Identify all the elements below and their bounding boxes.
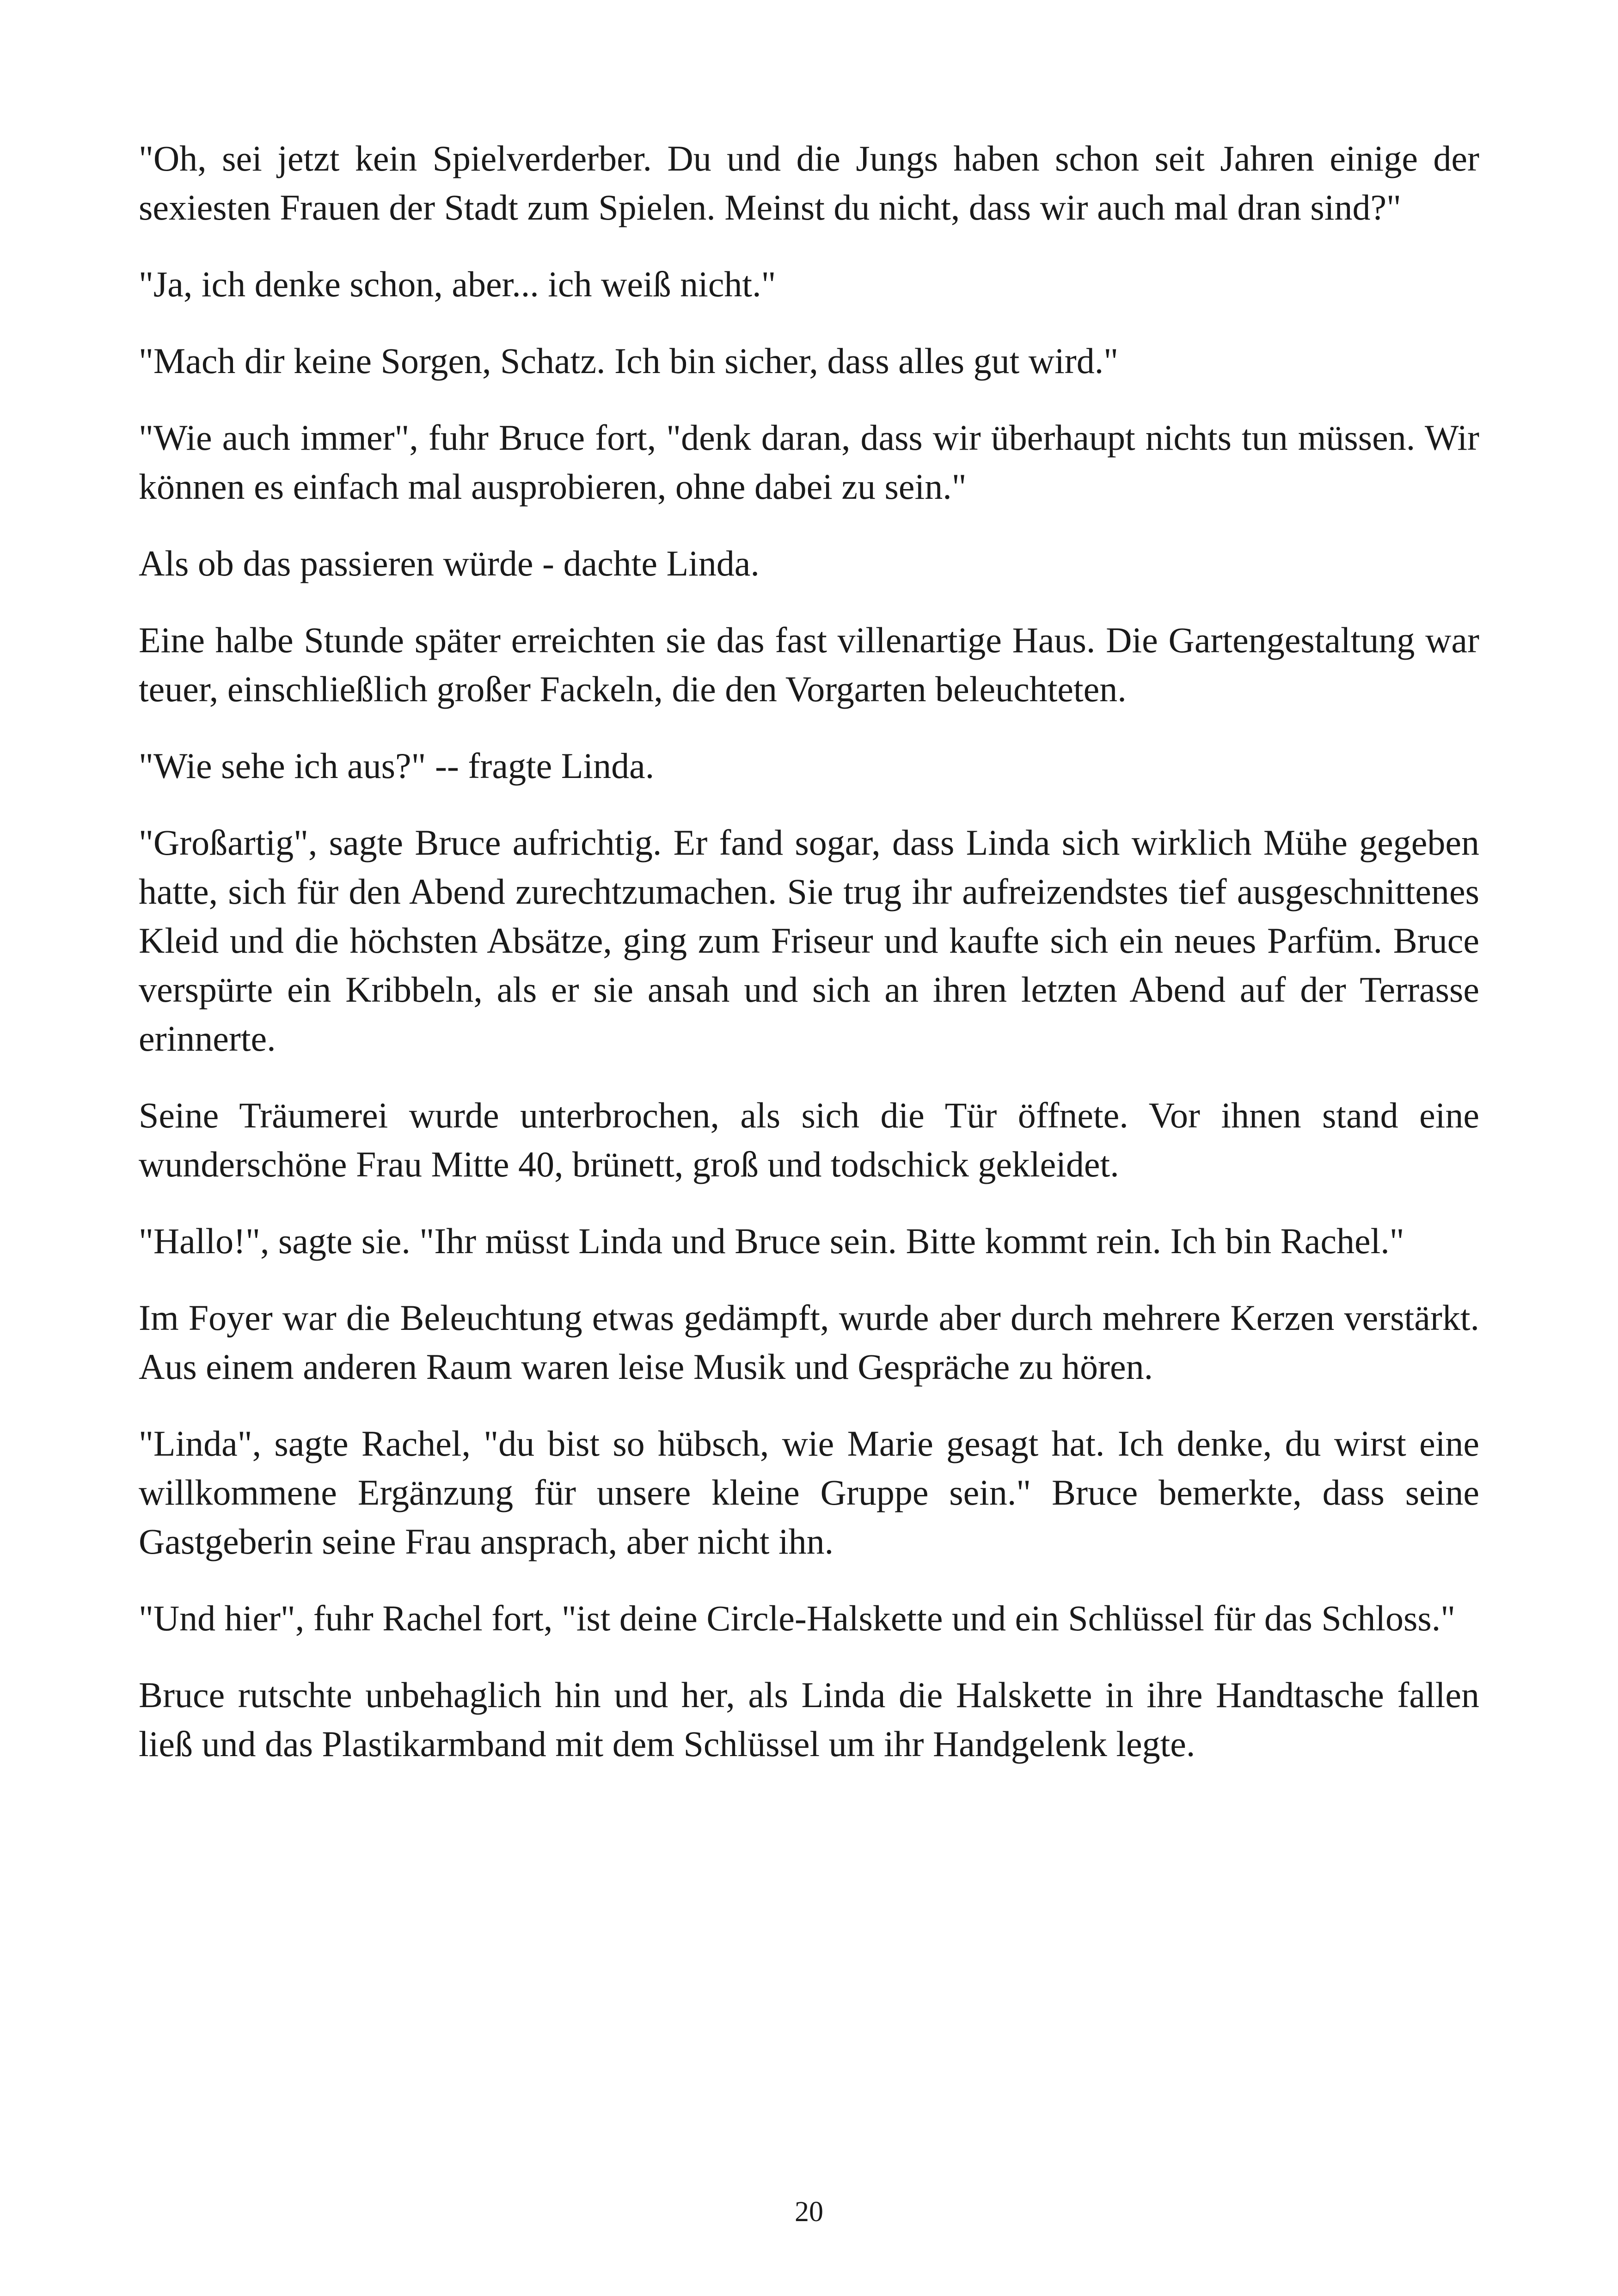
paragraph: "Wie auch immer", fuhr Bruce fort, "denk daran, dass wir überhaupt nichts tun müssen. Wir können es einfach mal ausprobieren, ohne dabei zu sein." (139, 417, 1479, 507)
page-body (139, 134, 1479, 1796)
paragraph: Eine halbe Stunde später erreichten sie das fast villenartige Haus. Die Gartengestaltung war teuer, einschließlich großer Fackeln, die den Vorgarten beleuchteten. (139, 620, 1479, 709)
paragraph: Seine Träumerei wurde unterbrochen, als sich die Tür öffnete. Vor ihnen stand eine wunderschöne Frau Mitte 40, brünett, groß und todschick gekleidet. (139, 1095, 1479, 1184)
paragraph: "Wie sehe ich aus?" -- fragte Linda. (139, 746, 655, 786)
paragraph: "Großartig", sagte Bruce aufrichtig. Er fand sogar, dass Linda sich wirklich Mühe gegeben hatte, sich für den Abend zurechtzumachen. Sie trug ihr aufreizendstes tief ausgeschnittenes Kleid und die höchsten Absätze, ging zum Friseur und kaufte sich ein neues Parfüm. Bruce verspürte ein Kribbeln, als er sie ansah und sich an ihren letzten Abend auf der Terrasse erinnerte. (139, 822, 1479, 1059)
paragraph: Im Foyer war die Beleuchtung etwas gedämpft, wurde aber durch mehrere Kerzen verstärkt. Aus einem anderen Raum waren leise Musik und Gespräche zu hören. (139, 1298, 1479, 1387)
paragraph: "Und hier", fuhr Rachel fort, "ist deine Circle-Halskette und ein Schlüssel für das Schloss." (139, 1598, 1456, 1638)
paragraph: Als ob das passieren würde - dachte Linda. (139, 543, 760, 583)
paragraph: "Linda", sagte Rachel, "du bist so hübsch, wie Marie gesagt hat. Ich denke, du wirst eine willkommene Ergänzung für unsere kleine Gruppe sein." Bruce bemerkte, dass seine Gastgeberin seine Frau ansprach, aber nicht ihn. (139, 1423, 1479, 1561)
paragraph: "Hallo!", sagte sie. "Ihr müsst Linda und Bruce sein. Bitte kommt rein. Ich bin Rachel." (139, 1221, 1404, 1261)
paragraph: "Oh, sei jetzt kein Spielverderber. Du und die Jungs haben schon seit Jahren einige der sexiesten Frauen der Stadt zum Spielen. Meinst du nicht, dass wir auch mal dran sind?" (139, 138, 1479, 227)
page-number: 20 (795, 2196, 823, 2228)
paragraph: "Mach dir keine Sorgen, Schatz. Ich bin sicher, dass alles gut wird." (139, 341, 1119, 381)
paragraph: "Ja, ich denke schon, aber... ich weiß nicht." (139, 264, 776, 304)
paragraph: Bruce rutschte unbehaglich hin und her, als Linda die Halskette in ihre Handtasche fallen ließ und das Plastikarmband mit dem Schlüssel um ihr Handgelenk legte. (139, 1675, 1479, 1764)
